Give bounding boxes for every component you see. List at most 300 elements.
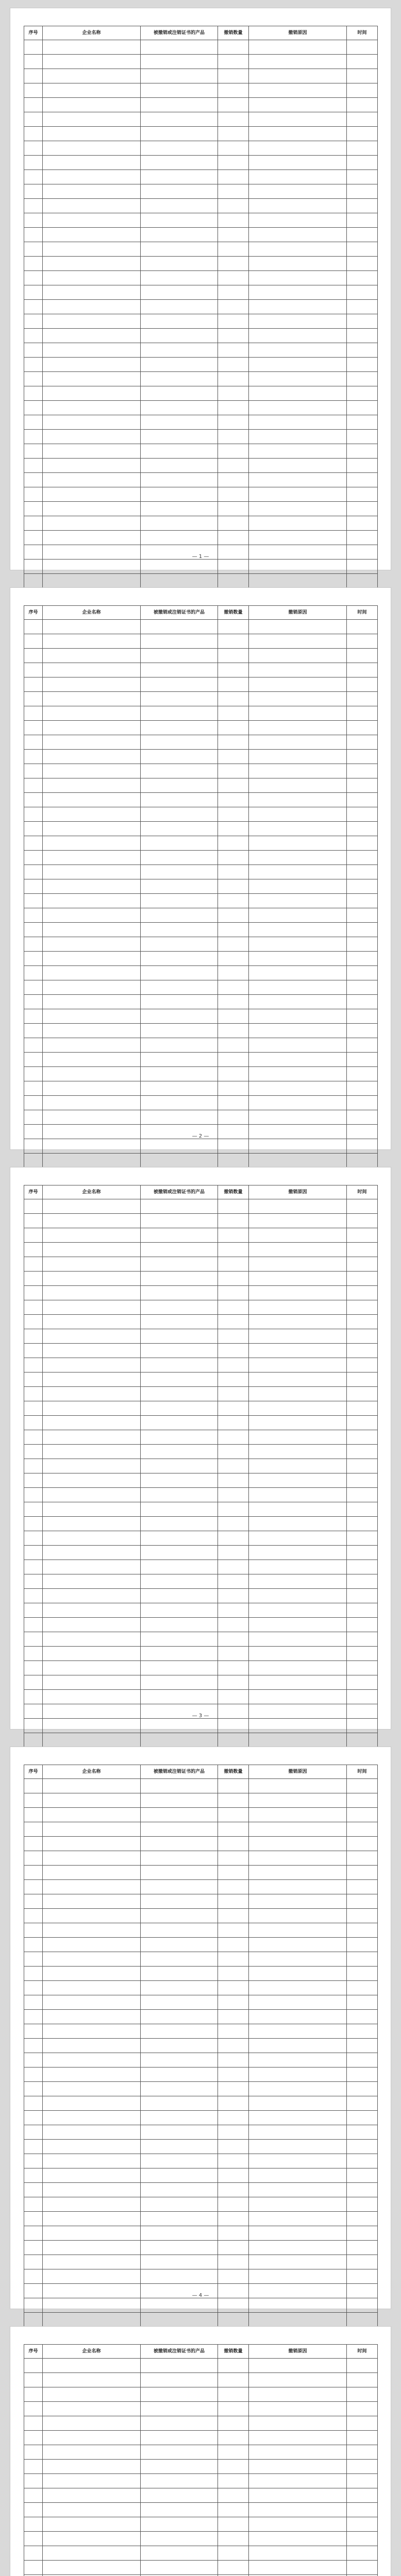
table-cell bbox=[218, 2416, 249, 2431]
table-cell bbox=[141, 2402, 218, 2416]
table-cell bbox=[218, 2024, 249, 2039]
table-row bbox=[24, 358, 378, 372]
table-cell bbox=[141, 1154, 218, 1168]
table-row bbox=[24, 1199, 378, 1214]
table-cell bbox=[347, 1257, 378, 1272]
table-sheet bbox=[24, 2344, 377, 2576]
table-cell bbox=[24, 2474, 43, 2488]
table-row bbox=[24, 2010, 378, 2024]
table-cell bbox=[347, 487, 378, 502]
table-cell bbox=[141, 531, 218, 545]
table-cell bbox=[43, 372, 141, 386]
table-row bbox=[24, 300, 378, 314]
table-cell bbox=[141, 2431, 218, 2445]
table-cell bbox=[347, 1358, 378, 1372]
table-cell bbox=[43, 314, 141, 329]
table-cell bbox=[347, 1923, 378, 1938]
table-cell bbox=[24, 2226, 43, 2241]
table-cell bbox=[43, 1053, 141, 1067]
table-cell bbox=[347, 1793, 378, 1808]
table-row bbox=[24, 1779, 378, 1793]
table-cell bbox=[218, 199, 249, 213]
table-cell bbox=[24, 1808, 43, 1822]
table-cell bbox=[249, 778, 347, 793]
table-cell bbox=[24, 184, 43, 199]
table-cell bbox=[347, 1866, 378, 1880]
table-cell bbox=[24, 473, 43, 487]
table-cell bbox=[347, 1110, 378, 1125]
table-cell bbox=[347, 1272, 378, 1286]
table-cell bbox=[24, 127, 43, 141]
table-cell bbox=[43, 184, 141, 199]
table-cell bbox=[218, 228, 249, 242]
table-cell bbox=[24, 2140, 43, 2154]
table-cell bbox=[43, 1401, 141, 1416]
table-cell bbox=[24, 2096, 43, 2111]
table-cell bbox=[347, 1647, 378, 1661]
table-cell bbox=[24, 706, 43, 721]
table-row bbox=[24, 1243, 378, 1257]
table-cell bbox=[249, 83, 347, 98]
table-cell bbox=[24, 2488, 43, 2503]
table-cell bbox=[141, 2255, 218, 2269]
table-cell bbox=[347, 2387, 378, 2402]
table-cell bbox=[218, 430, 249, 444]
table-row bbox=[24, 793, 378, 807]
table-cell bbox=[24, 851, 43, 865]
table-cell bbox=[141, 2010, 218, 2024]
table-cell bbox=[43, 2532, 141, 2546]
table-cell bbox=[43, 2082, 141, 2096]
table-row bbox=[24, 1214, 378, 1228]
table-cell bbox=[43, 2096, 141, 2111]
table-cell bbox=[347, 98, 378, 112]
table-cell bbox=[43, 487, 141, 502]
table-cell bbox=[24, 1560, 43, 1574]
table-cell bbox=[249, 865, 347, 879]
table-row bbox=[24, 1315, 378, 1329]
table-cell bbox=[249, 1502, 347, 1517]
table-cell bbox=[218, 1502, 249, 1517]
table-row bbox=[24, 2298, 378, 2313]
table-cell bbox=[43, 2241, 141, 2255]
table-cell bbox=[141, 2298, 218, 2313]
table-cell bbox=[24, 1154, 43, 1168]
table-cell bbox=[43, 2298, 141, 2313]
table-cell bbox=[141, 1779, 218, 1793]
table-row bbox=[24, 2140, 378, 2154]
table-cell bbox=[347, 2503, 378, 2517]
table-cell bbox=[24, 822, 43, 836]
table-row bbox=[24, 2067, 378, 2082]
table-cell bbox=[218, 2241, 249, 2255]
table-cell bbox=[249, 1009, 347, 1024]
table-cell bbox=[141, 865, 218, 879]
table-cell bbox=[43, 663, 141, 677]
table-cell bbox=[141, 706, 218, 721]
table-cell bbox=[347, 1661, 378, 1675]
table-cell bbox=[24, 1401, 43, 1416]
table-header-row bbox=[24, 2345, 378, 2359]
table-cell bbox=[218, 620, 249, 634]
table-row bbox=[24, 516, 378, 531]
table-cell bbox=[249, 502, 347, 516]
table-cell bbox=[249, 735, 347, 750]
table-cell bbox=[24, 966, 43, 980]
table-cell bbox=[43, 1822, 141, 1837]
table-cell bbox=[141, 2024, 218, 2039]
table-cell bbox=[43, 836, 141, 851]
table-cell bbox=[141, 1139, 218, 1154]
table-cell bbox=[218, 156, 249, 170]
table-cell bbox=[24, 836, 43, 851]
table-cell bbox=[249, 98, 347, 112]
table-cell bbox=[249, 300, 347, 314]
table-cell bbox=[218, 1096, 249, 1110]
table-cell bbox=[24, 1067, 43, 1081]
table-cell bbox=[24, 487, 43, 502]
table-cell bbox=[249, 1661, 347, 1675]
table-cell bbox=[43, 1038, 141, 1053]
table-cell bbox=[43, 851, 141, 865]
table-cell bbox=[249, 1952, 347, 1967]
table-cell bbox=[249, 1589, 347, 1603]
table-cell bbox=[43, 2067, 141, 2082]
table-row bbox=[24, 865, 378, 879]
table-cell bbox=[141, 372, 218, 386]
table-cell bbox=[24, 199, 43, 213]
table-row bbox=[24, 1300, 378, 1315]
table-cell bbox=[249, 2140, 347, 2154]
table-cell bbox=[218, 386, 249, 401]
table-row bbox=[24, 1139, 378, 1154]
table-cell bbox=[249, 343, 347, 358]
column-header: 撤销原因 bbox=[249, 606, 347, 620]
table-cell bbox=[141, 2387, 218, 2402]
table-cell bbox=[218, 735, 249, 750]
table-cell bbox=[43, 1938, 141, 1952]
table-cell bbox=[24, 1822, 43, 1837]
table-cell bbox=[43, 1445, 141, 1459]
table-cell bbox=[218, 473, 249, 487]
table-cell bbox=[141, 2226, 218, 2241]
table-cell bbox=[43, 242, 141, 257]
table-row bbox=[24, 2445, 378, 2460]
table-cell bbox=[249, 721, 347, 735]
table-row bbox=[24, 2546, 378, 2561]
table-row bbox=[24, 966, 378, 980]
table-row bbox=[24, 2269, 378, 2284]
table-header-row bbox=[24, 606, 378, 620]
table-cell bbox=[347, 836, 378, 851]
table-cell bbox=[141, 83, 218, 98]
table-cell bbox=[347, 170, 378, 184]
table-cell bbox=[24, 2168, 43, 2183]
table-row bbox=[24, 170, 378, 184]
table-cell bbox=[249, 1837, 347, 1851]
table-cell bbox=[24, 83, 43, 98]
table-cell bbox=[347, 2010, 378, 2024]
table-cell bbox=[347, 2024, 378, 2039]
table-cell bbox=[218, 1589, 249, 1603]
table-row bbox=[24, 314, 378, 329]
table-cell bbox=[347, 2269, 378, 2284]
table-cell bbox=[43, 2053, 141, 2067]
table-row bbox=[24, 807, 378, 822]
table-cell bbox=[43, 98, 141, 112]
table-cell bbox=[43, 83, 141, 98]
table-cell bbox=[218, 1981, 249, 1995]
table-cell bbox=[249, 1719, 347, 1733]
table-cell bbox=[141, 271, 218, 285]
table-cell bbox=[218, 1779, 249, 1793]
column-header: 序号 bbox=[24, 1765, 43, 1779]
table-cell bbox=[218, 2053, 249, 2067]
table-cell bbox=[249, 1546, 347, 1560]
table-cell bbox=[141, 1243, 218, 1257]
table-row bbox=[24, 663, 378, 677]
table-cell bbox=[218, 2460, 249, 2474]
table-cell bbox=[347, 401, 378, 415]
table-cell bbox=[249, 2313, 347, 2327]
table-cell bbox=[141, 2445, 218, 2460]
table-cell bbox=[249, 1228, 347, 1243]
table-cell bbox=[347, 1967, 378, 1981]
table-row bbox=[24, 2387, 378, 2402]
table-cell bbox=[43, 516, 141, 531]
table-cell bbox=[24, 1096, 43, 1110]
table-cell bbox=[43, 574, 141, 588]
page-number: — 3 — bbox=[192, 1713, 209, 1719]
column-header: 被撤销或注销证书的产品 bbox=[141, 2345, 218, 2359]
table-cell bbox=[24, 1909, 43, 1923]
table-cell bbox=[218, 242, 249, 257]
table-cell bbox=[43, 2183, 141, 2197]
table-cell bbox=[249, 1038, 347, 1053]
table-cell bbox=[218, 923, 249, 937]
table-cell bbox=[43, 1315, 141, 1329]
table-cell bbox=[24, 329, 43, 343]
table-cell bbox=[141, 2111, 218, 2125]
table-cell bbox=[218, 213, 249, 228]
table-cell bbox=[249, 995, 347, 1009]
table-cell bbox=[249, 894, 347, 908]
table-cell bbox=[141, 1880, 218, 1894]
table-cell bbox=[43, 1139, 141, 1154]
column-header: 被撤销或注销证书的产品 bbox=[141, 1185, 218, 1199]
table-cell bbox=[141, 980, 218, 995]
table-cell bbox=[24, 1038, 43, 1053]
table-cell bbox=[347, 300, 378, 314]
table-row bbox=[24, 1272, 378, 1286]
table-cell bbox=[218, 1387, 249, 1401]
table-cell bbox=[141, 141, 218, 156]
table-cell bbox=[24, 2024, 43, 2039]
table-row bbox=[24, 83, 378, 98]
table-cell bbox=[141, 2067, 218, 2082]
table-cell bbox=[347, 1837, 378, 1851]
table-cell bbox=[218, 1199, 249, 1214]
table-cell bbox=[249, 1517, 347, 1531]
table-row bbox=[24, 1401, 378, 1416]
table-cell bbox=[249, 1632, 347, 1647]
table-row bbox=[24, 285, 378, 300]
table-row bbox=[24, 228, 378, 242]
table-cell bbox=[141, 2546, 218, 2561]
table-cell bbox=[43, 1560, 141, 1574]
table-cell bbox=[141, 1851, 218, 1866]
table-cell bbox=[24, 2431, 43, 2445]
table-row bbox=[24, 2082, 378, 2096]
table-cell bbox=[43, 2226, 141, 2241]
table-cell bbox=[43, 2212, 141, 2226]
table-cell bbox=[347, 199, 378, 213]
table-cell bbox=[24, 1053, 43, 1067]
table-cell bbox=[24, 1243, 43, 1257]
table-cell bbox=[141, 2241, 218, 2255]
table-cell bbox=[141, 1445, 218, 1459]
table-cell bbox=[347, 750, 378, 764]
table-cell bbox=[141, 879, 218, 894]
table-sheet bbox=[24, 1185, 377, 1748]
table-cell bbox=[24, 2373, 43, 2387]
table-cell bbox=[249, 1690, 347, 1704]
table-cell bbox=[347, 285, 378, 300]
table-cell bbox=[24, 1387, 43, 1401]
table-cell bbox=[249, 2168, 347, 2183]
table-row bbox=[24, 1952, 378, 1967]
table-cell bbox=[249, 1024, 347, 1038]
table-cell bbox=[141, 1502, 218, 1517]
table-cell bbox=[218, 257, 249, 271]
table-cell bbox=[249, 1272, 347, 1286]
table-cell bbox=[347, 2431, 378, 2445]
table-cell bbox=[218, 2474, 249, 2488]
table-cell bbox=[24, 1024, 43, 1038]
table-cell bbox=[347, 663, 378, 677]
table-cell bbox=[218, 170, 249, 184]
table-cell bbox=[141, 1214, 218, 1228]
table-row bbox=[24, 2212, 378, 2226]
table-cell bbox=[249, 1358, 347, 1372]
table-cell bbox=[141, 1081, 218, 1096]
table-cell bbox=[347, 1488, 378, 1502]
column-header: 时间 bbox=[347, 1765, 378, 1779]
table-sheet bbox=[24, 1765, 377, 2327]
table-cell bbox=[218, 2183, 249, 2197]
table-cell bbox=[141, 1719, 218, 1733]
table-row bbox=[24, 1517, 378, 1531]
table-cell bbox=[43, 1228, 141, 1243]
table-cell bbox=[141, 1473, 218, 1488]
table-cell bbox=[43, 170, 141, 184]
table-cell bbox=[24, 1502, 43, 1517]
table-cell bbox=[24, 2197, 43, 2212]
table-cell bbox=[347, 807, 378, 822]
table-cell bbox=[218, 1661, 249, 1675]
table-cell bbox=[347, 372, 378, 386]
table-cell bbox=[218, 1272, 249, 1286]
table-cell bbox=[249, 1243, 347, 1257]
table-cell bbox=[249, 1430, 347, 1445]
table-cell bbox=[347, 343, 378, 358]
table-row bbox=[24, 1009, 378, 1024]
table-cell bbox=[218, 1257, 249, 1272]
table-cell bbox=[347, 2154, 378, 2168]
table-row bbox=[24, 502, 378, 516]
table-cell bbox=[347, 1372, 378, 1387]
table-cell bbox=[141, 69, 218, 83]
table-cell bbox=[249, 1459, 347, 1473]
table-cell bbox=[347, 1139, 378, 1154]
table-cell bbox=[43, 937, 141, 952]
table-cell bbox=[43, 2503, 141, 2517]
table-cell bbox=[347, 634, 378, 649]
table-row bbox=[24, 199, 378, 213]
table-cell bbox=[347, 2140, 378, 2154]
table-cell bbox=[347, 1952, 378, 1967]
table-cell bbox=[347, 649, 378, 663]
table-row bbox=[24, 2431, 378, 2445]
table-cell bbox=[218, 1053, 249, 1067]
table-cell bbox=[24, 1793, 43, 1808]
table-cell bbox=[24, 2416, 43, 2431]
table-cell bbox=[43, 300, 141, 314]
table-cell bbox=[347, 1690, 378, 1704]
table-row bbox=[24, 706, 378, 721]
table-row bbox=[24, 98, 378, 112]
table-cell bbox=[218, 1445, 249, 1459]
table-cell bbox=[141, 560, 218, 574]
table-cell bbox=[347, 2313, 378, 2327]
table-cell bbox=[249, 1909, 347, 1923]
table-row bbox=[24, 735, 378, 750]
table-cell bbox=[218, 778, 249, 793]
table-cell bbox=[24, 1199, 43, 1214]
table-cell bbox=[43, 473, 141, 487]
table-cell bbox=[24, 908, 43, 923]
table-cell bbox=[43, 2269, 141, 2284]
table-cell bbox=[43, 1416, 141, 1430]
table-row bbox=[24, 1981, 378, 1995]
table-header-row bbox=[24, 1765, 378, 1779]
table-cell bbox=[141, 40, 218, 55]
table-cell bbox=[43, 952, 141, 966]
table-cell bbox=[347, 1214, 378, 1228]
table-cell bbox=[347, 1995, 378, 2010]
table-cell bbox=[218, 2039, 249, 2053]
table-cell bbox=[24, 980, 43, 995]
table-cell bbox=[141, 1822, 218, 1837]
table-cell bbox=[24, 1603, 43, 1618]
table-cell bbox=[141, 170, 218, 184]
table-cell bbox=[218, 2546, 249, 2561]
table-cell bbox=[141, 1228, 218, 1243]
table-cell bbox=[43, 213, 141, 228]
table-cell bbox=[218, 141, 249, 156]
table-cell bbox=[218, 2212, 249, 2226]
table-cell bbox=[24, 2359, 43, 2373]
table-cell bbox=[249, 2024, 347, 2039]
table-cell bbox=[43, 1243, 141, 1257]
table-cell bbox=[218, 55, 249, 69]
table-cell bbox=[218, 1690, 249, 1704]
table-cell bbox=[24, 952, 43, 966]
table-cell bbox=[24, 692, 43, 706]
table-row bbox=[24, 1967, 378, 1981]
table-cell bbox=[141, 1894, 218, 1909]
table-cell bbox=[24, 314, 43, 329]
